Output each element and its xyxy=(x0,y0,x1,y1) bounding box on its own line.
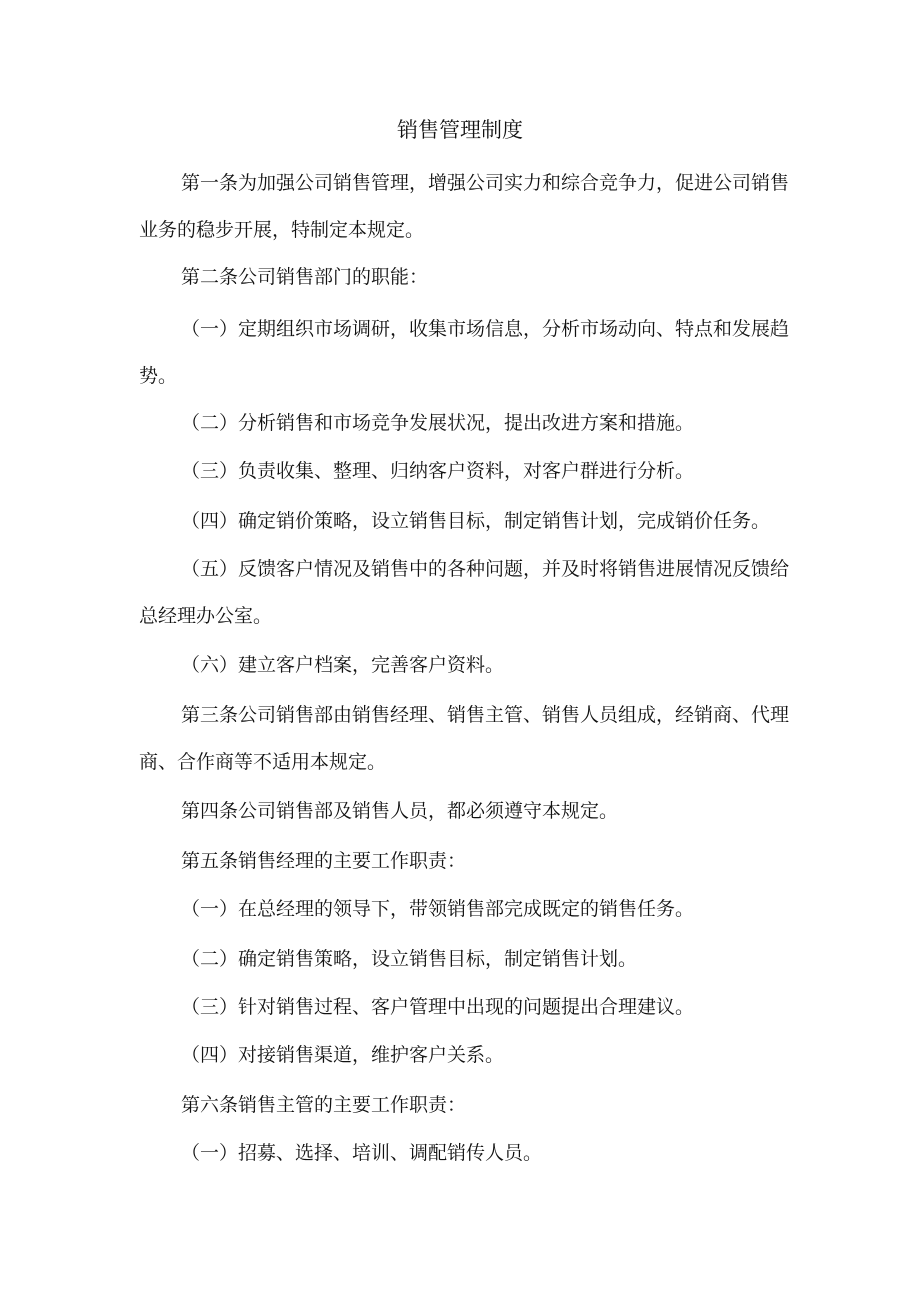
paragraph-item: （五）反馈客户情况及销售中的各种问题，并及时将销售进展情况反馈给总经理办公室。 xyxy=(139,558,790,627)
paragraph-article-4: 第四条公司销售部及销售人员，都必须遵守本规定。 xyxy=(181,800,619,822)
paragraph-item: （一）定期组织市场调研，收集市场信息，分析市场动向、特点和发展趋势。 xyxy=(139,318,790,387)
document-title: 销售管理制度 xyxy=(397,118,523,142)
paragraph-item: （三）针对销售过程、客户管理中出现的问题提出合理建议。 xyxy=(181,996,695,1018)
paragraph-item: （一）在总经理的领导下，带领销售部完成既定的销售任务。 xyxy=(181,898,695,920)
paragraph-item: （四）确定销价策略，设立销售目标，制定销售计划，完成销价任务。 xyxy=(181,510,771,532)
paragraph-article-2: 第二条公司销售部门的职能： xyxy=(181,266,429,288)
paragraph-article-3: 第三条公司销售部由销售经理、销售主管、销售人员组成，经销商、代理商、合作商等不适用本规定。 xyxy=(139,704,790,773)
paragraph-item: （一）招募、选择、培训、调配销传人员。 xyxy=(181,1142,543,1164)
paragraph-item: （四）对接销售渠道，维护客户关系。 xyxy=(181,1044,505,1066)
paragraph-article-6: 第六条销售主管的主要工作职责： xyxy=(181,1094,467,1116)
paragraph-article-1: 第一条为加强公司销售管理，增强公司实力和综合竞争力，促进公司销售业务的稳步开展，特制定本规定。 xyxy=(139,172,790,241)
paragraph-item: （三）负责收集、整理、归纳客户资料，对客户群进行分析。 xyxy=(181,460,695,482)
paragraph-item: （二）分析销售和市场竞争发展状况，提出改进方案和措施。 xyxy=(181,412,695,434)
paragraph-item: （二）确定销售策略，设立销售目标，制定销售计划。 xyxy=(181,948,638,970)
paragraph-item: （六）建立客户档案，完善客户资料。 xyxy=(181,654,505,676)
paragraph-article-5: 第五条销售经理的主要工作职责： xyxy=(181,850,467,872)
